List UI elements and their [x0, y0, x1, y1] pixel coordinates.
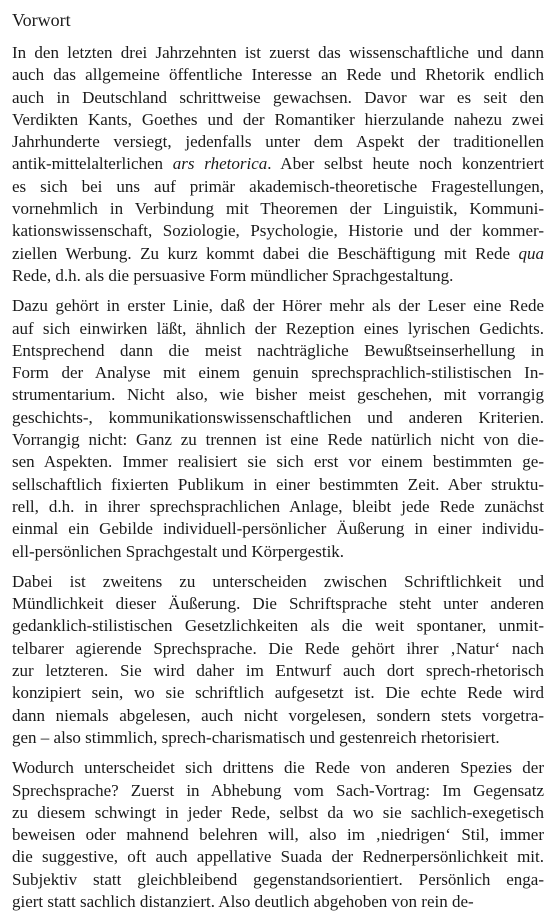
- text-line: konzipiert sein, wo sie schriftlich aufgesetzt ist. Die echte Rede wird: [12, 683, 544, 703]
- text-line: Vorrangig nicht: Ganz zu trennen ist eine Rede natürlich nicht von die-: [12, 430, 544, 450]
- text-line: geschichts-, kommunikationswissenschaftlichen und anderen Kriterien.: [12, 407, 544, 427]
- text-line: auch das allgemeine öffentliche Interesse an Rede und Rhetorik endlich: [12, 65, 544, 85]
- text-line: auf sich einwirken läßt, ähnlich der Rezeption eines lyrischen Gedichts.: [12, 318, 544, 338]
- text-line: Wodurch unterscheidet sich drittens die Rede von anderen Spezies der: [12, 758, 544, 778]
- text-line: telbarer agierende Sprechsprache. Die Rede gehört ihrer ‚Natur‘ nach: [12, 638, 544, 658]
- paragraph: [12, 757, 544, 913]
- text-line: Jahrhunderte versiegt, jedenfalls unter dem Aspekt der traditionellen: [12, 132, 544, 152]
- text-line: beweisen oder mahnend belehren will, also im ‚niedrigen‘ Stil, immer: [12, 825, 544, 845]
- text-line: sen Aspekten. Immer realisiert sie sich erst vor einem bestimmten ge-: [12, 452, 544, 472]
- text-line: Form der Analyse mit einem genuin sprechsprachlich-stilistischen In-: [12, 363, 544, 383]
- text-line: gen – also stimmlich, sprech-charismatisch und gestenreich rhetorisiert.: [12, 727, 500, 747]
- body-text: [12, 42, 544, 913]
- text-line: giert statt sachlich distanziert. Also deutlich abgehoben von rein de-: [12, 891, 474, 911]
- text-line: vornehmlich in Verbindung mit Theoremen der Linguistik, Kommuni-: [12, 199, 544, 219]
- text-line: es sich bei uns auf primär akademisch-theoretische Fragestellungen,: [12, 176, 544, 196]
- text-line: kationswissenschaft, Soziologie, Psychologie, Historie und der kommer-: [12, 221, 544, 241]
- text-line: auch in Deutschland schrittweise gewachsen. Davor war es seit den: [12, 87, 544, 107]
- text-line: Dabei ist zweitens zu unterscheiden zwischen Schriftlichkeit und: [12, 571, 544, 591]
- text-line: Entsprechend dann die meist nachträgliche Bewußtseinserhellung in: [12, 340, 544, 360]
- text-line: zu diesem schwingt in jeder Rede, selbst da wo sie sachlich-exegetisch: [12, 802, 544, 822]
- text-line: sellschaftlich fixierten Publikum in einer bestimmten Zeit. Aber struktu-: [12, 474, 544, 494]
- text-line: ziellen Werbung. Zu kurz kommt dabei die Beschäftigung mit Rede qua: [12, 243, 544, 263]
- paragraph: [12, 42, 544, 287]
- text-line: In den letzten drei Jahrzehnten ist zuerst das wissenschaftliche und dann: [12, 43, 544, 62]
- text-line: gedanklich-stilistischen Gesetzlichkeiten als die weit spontaner, unmit-: [12, 616, 544, 636]
- text-line: zur letzteren. Sie wird daher im Entwurf auch dort sprech-rhetorisch: [12, 661, 544, 681]
- text-line: rell, d.h. in ihrer sprechsprachlichen Anlage, bleibt jede Rede zunächst: [12, 496, 544, 516]
- text-line: antik-mittelalterlichen ars rhetorica. Aber selbst heute noch konzentriert: [12, 154, 544, 174]
- text-line: strumentarium. Nicht also, wie bisher meist geschehen, mit vorrangig: [12, 385, 544, 405]
- paragraph: [12, 571, 544, 749]
- text-line: Subjektiv statt gleichbleibend gegenstandsorientiert. Persönlich enga-: [12, 869, 544, 889]
- text-line: Mündlichkeit dieser Äußerung. Die Schriftsprache steht unter anderen: [12, 594, 544, 614]
- text-line: Verdikten Kants, Goethes und der Romantiker hierzulande nahezu zwei: [12, 109, 544, 129]
- text-line: Sprechsprache? Zuerst in Abhebung vom Sach-Vortrag: Im Gegensatz: [12, 780, 544, 800]
- text-line: dann niemals abgelesen, auch nicht vorgelesen, sondern stets vorgetra-: [12, 705, 544, 725]
- paragraph: [12, 295, 544, 563]
- text-line: Rede, d.h. als die persuasive Form mündlicher Sprachgestaltung.: [12, 265, 454, 285]
- text-line: die suggestive, oft auch appellative Suada der Rednerpersönlichkeit mit.: [12, 847, 544, 867]
- text-line: einmal ein Gebilde individuell-persönlicher Äußerung in einer individu-: [12, 519, 544, 539]
- text-line: ell-persönlichen Sprachgestalt und Körpergestik.: [12, 541, 345, 561]
- page-heading: Vorwort: [12, 10, 71, 30]
- text-line: Dazu gehört in erster Linie, daß der Hörer mehr als der Leser eine Rede: [12, 296, 544, 316]
